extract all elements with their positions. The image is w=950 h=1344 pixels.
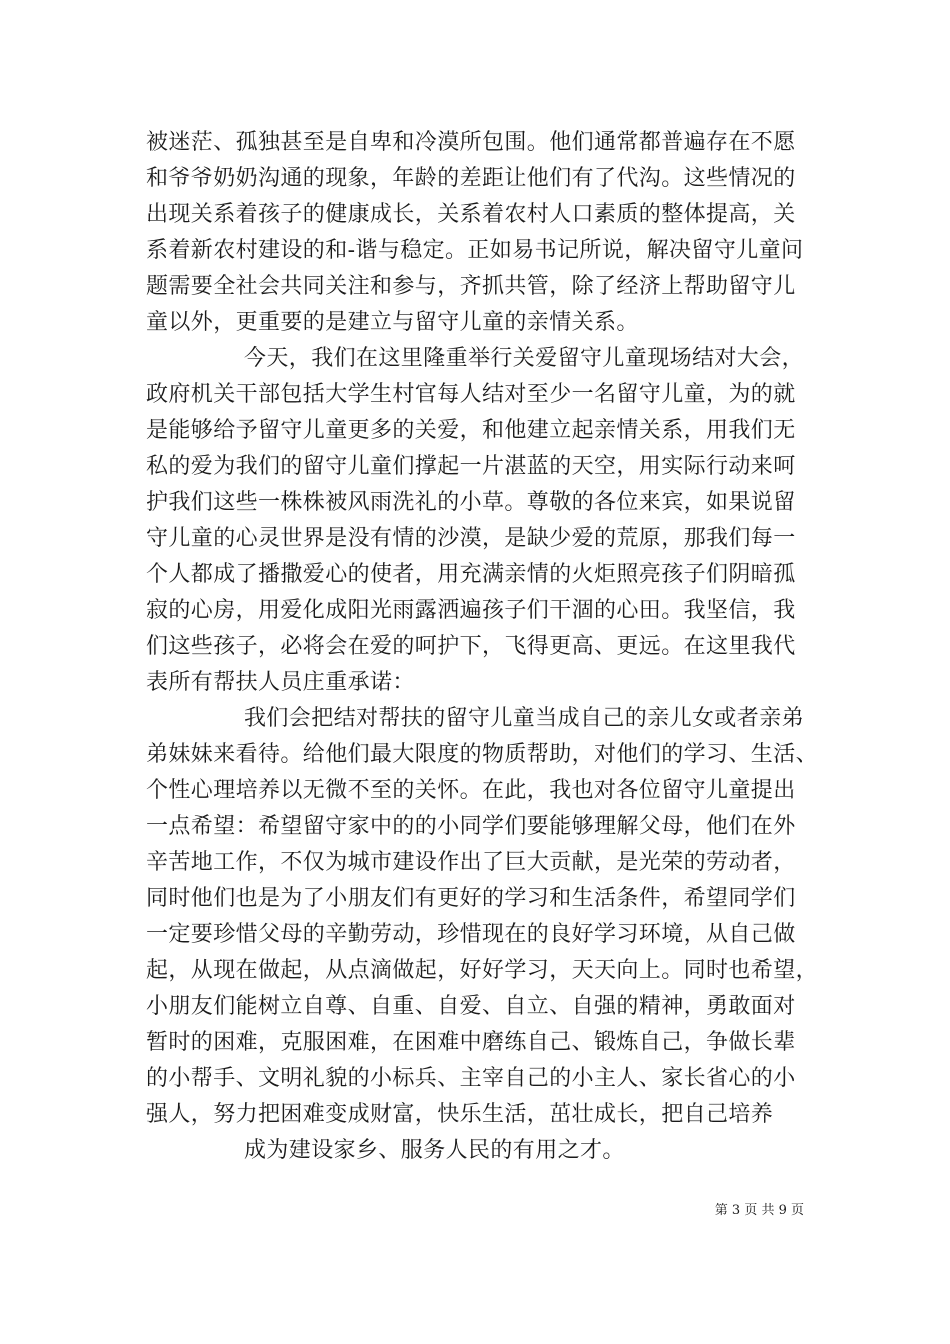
- text-line: 系着新农村建设的和-谐与稳定。正如易书记所说，解决留守儿童问: [146, 238, 804, 263]
- paragraph-first-line: 我们会把结对帮扶的留守儿童当成自己的亲儿女或者亲弟: [244, 706, 805, 731]
- paragraph-last-line: 成为建设家乡、服务人民的有用之才。: [244, 1138, 625, 1163]
- text-line: 一定要珍惜父母的辛勤劳动，珍惜现在的良好学习环境，从自己做: [146, 922, 796, 947]
- text-line: 寂的心房，用爱化成阳光雨露洒遍孩子们干涸的心田。我坚信，我: [146, 598, 796, 623]
- text-line: 表所有帮扶人员庄重承诺：: [146, 670, 415, 695]
- text-line: 们这些孩子，必将会在爱的呵护下，飞得更高、更远。在这里我代: [146, 634, 796, 659]
- text-line: 个人都成了播撒爱心的使者，用充满亲情的火炬照亮孩子们阴暗孤: [146, 562, 796, 587]
- text-line: 和爷爷奶奶沟通的现象，年龄的差距让他们有了代沟。这些情况的: [146, 166, 796, 191]
- text-line: 被迷茫、孤独甚至是自卑和冷漠所包围。他们通常都普遍存在不愿: [146, 130, 796, 155]
- text-line: 童以外，更重要的是建立与留守儿童的亲情关系。: [146, 310, 639, 335]
- text-line: 一点希望：希望留守家中的的小同学们要能够理解父母，他们在外: [146, 814, 796, 839]
- paragraph-first-line: 今天，我们在这里隆重举行关爱留守儿童现场结对大会，: [244, 346, 805, 371]
- text-line: 的小帮手、文明礼貌的小标兵、主宰自己的小主人、家长省心的小: [146, 1066, 796, 1091]
- text-line: 同时他们也是为了小朋友们有更好的学习和生活条件，希望同学们: [146, 886, 796, 911]
- text-line: 强人，努力把困难变成财富，快乐生活，茁壮成长，把自己培养: [146, 1102, 774, 1127]
- text-line: 守儿童的心灵世界是没有情的沙漠，是缺少爱的荒原，那我们每一: [146, 526, 796, 551]
- text-line: 小朋友们能树立自尊、自重、自爱、自立、自强的精神，勇敢面对: [146, 994, 796, 1019]
- text-line: 私的爱为我们的留守儿童们撑起一片湛蓝的天空，用实际行动来呵: [146, 454, 796, 479]
- text-line: 是能够给予留守儿童更多的关爱，和他建立起亲情关系，用我们无: [146, 418, 796, 443]
- text-line: 暂时的困难，克服困难，在困难中磨练自己、锻炼自己，争做长辈: [146, 1030, 796, 1055]
- text-line: 出现关系着孩子的健康成长，关系着农村人口素质的整体提高，关: [146, 202, 796, 227]
- page-number: 第 3 页 共 9 页: [714, 1203, 804, 1218]
- text-line: 弟妹妹来看待。给他们最大限度的物质帮助，对他们的学习、生活、: [146, 742, 819, 767]
- text-line: 个性心理培养以无微不至的关怀。在此，我也对各位留守儿童提出: [146, 778, 796, 803]
- text-line: 政府机关干部包括大学生村官每人结对至少一名留守儿童，为的就: [146, 382, 796, 407]
- text-line: 护我们这些一株株被风雨洗礼的小草。尊敬的各位来宾，如果说留: [146, 490, 796, 515]
- text-line: 题需要全社会共同关注和参与，齐抓共管，除了经济上帮助留守儿: [146, 274, 796, 299]
- text-line: 辛苦地工作，不仅为城市建设作出了巨大贡献，是光荣的劳动者，: [146, 850, 796, 875]
- text-line: 起，从现在做起，从点滴做起，好好学习，天天向上。同时也希望，: [146, 958, 819, 983]
